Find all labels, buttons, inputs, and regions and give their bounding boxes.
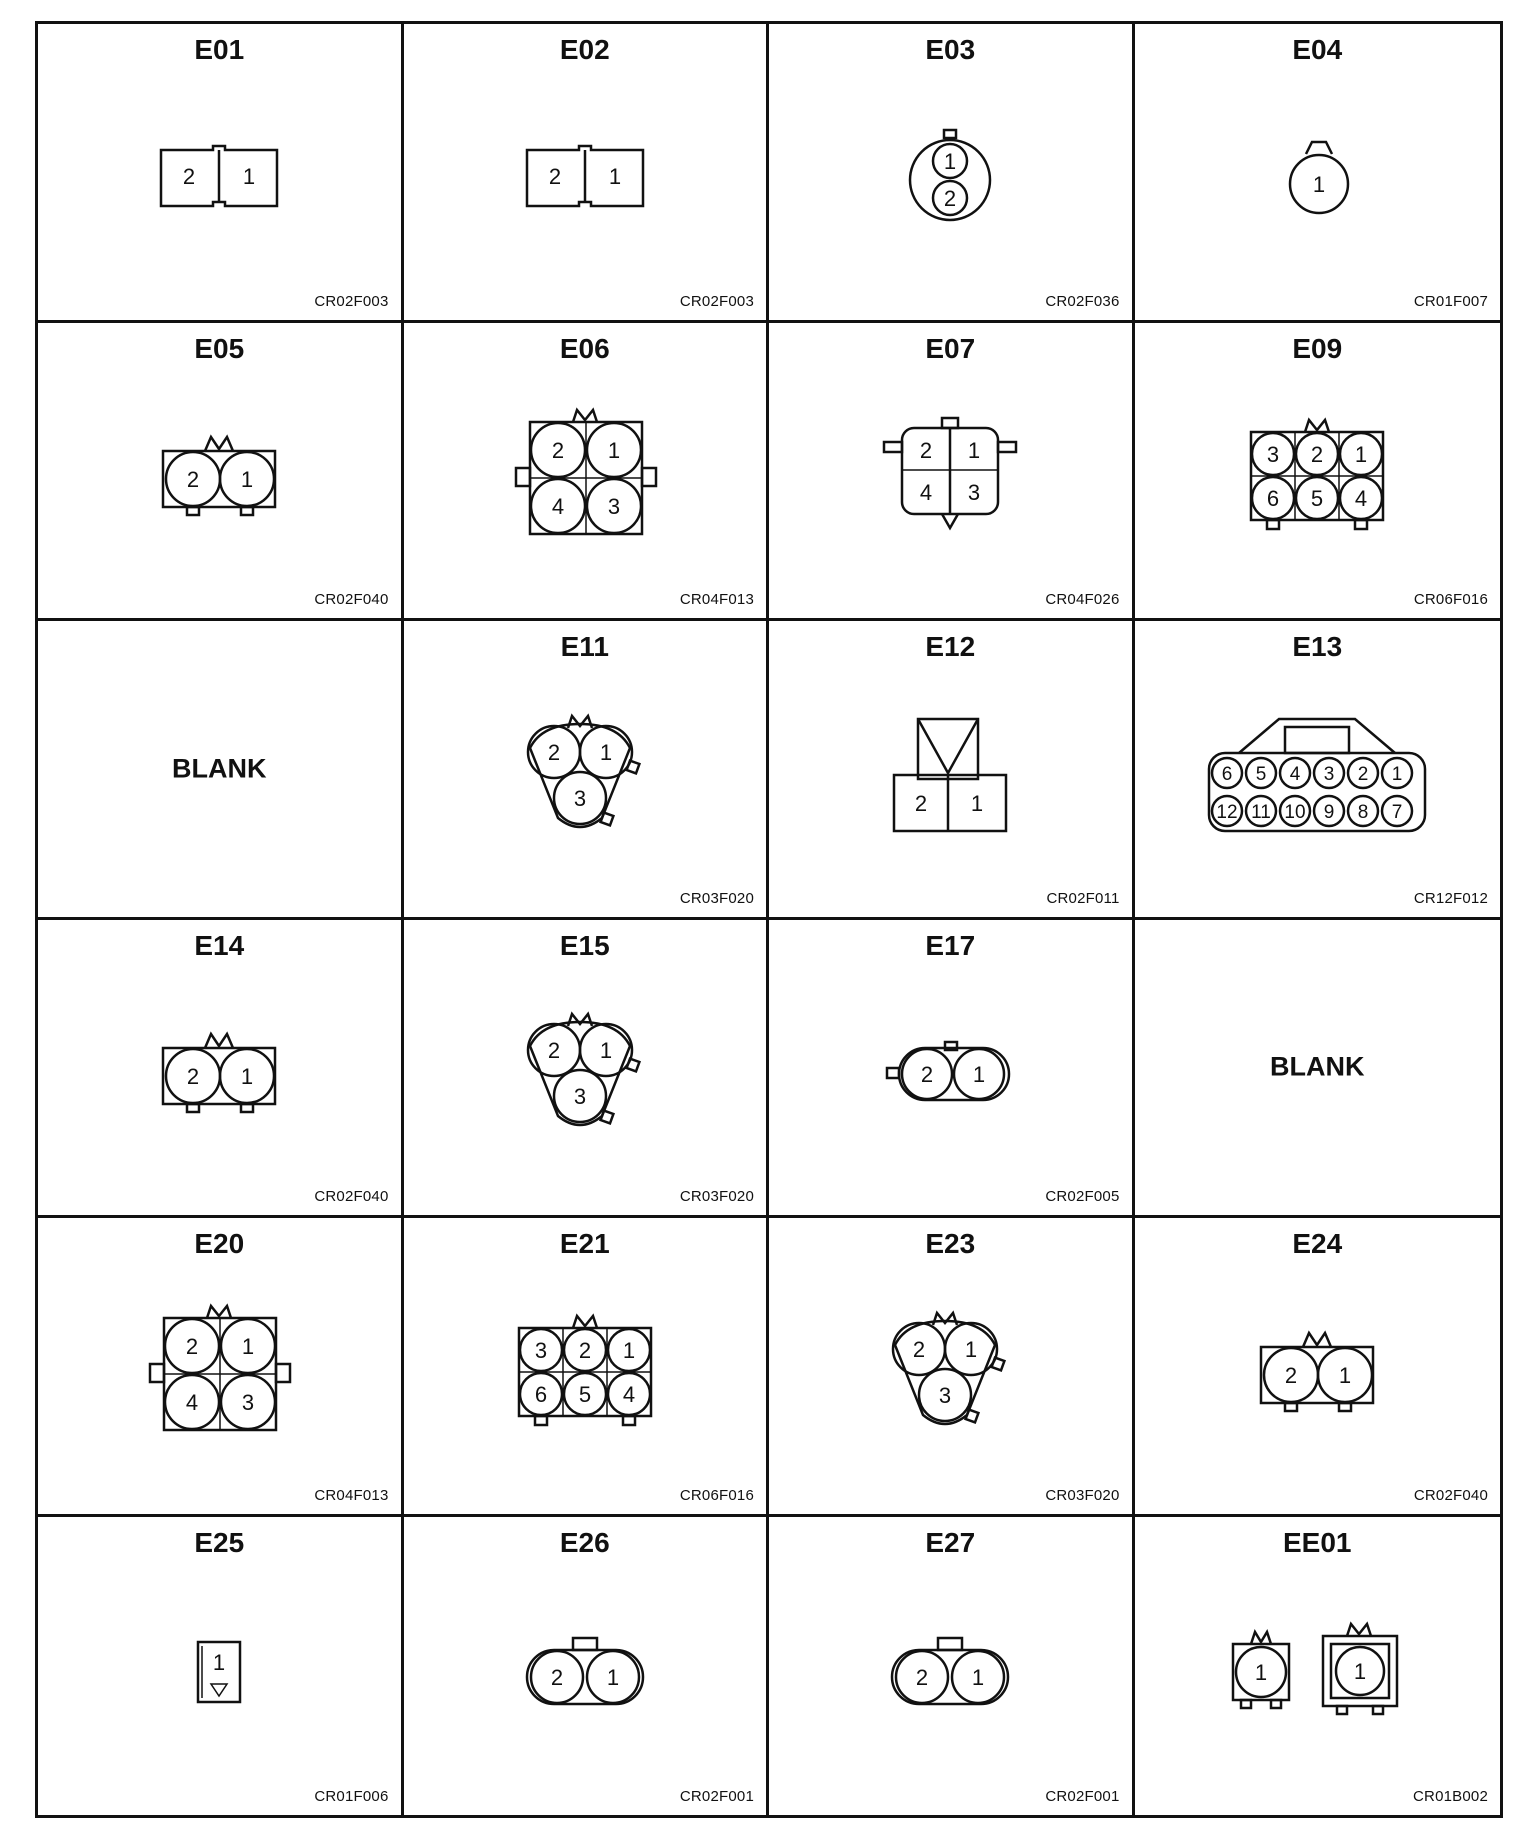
pin: 2 [916,1664,929,1690]
cell-e01 [38,24,404,323]
pin: 1 [1255,1659,1268,1685]
connector-e20-diagram [144,1302,294,1442]
connector-title: E13 [1292,631,1343,662]
cell-e25 [38,1517,404,1816]
pin: 2 [550,1664,563,1690]
cell-e12 [769,621,1135,920]
connector-e27-diagram [888,1636,1012,1708]
pin: 3 [573,1084,586,1110]
connector-e23-diagram [885,1307,1015,1437]
connector-e15-diagram [520,1008,650,1138]
connector-code: CR03F020 [679,1188,754,1205]
pin: 1 [622,1337,635,1363]
connector-e21-diagram [515,1312,655,1432]
cell-e11 [404,621,770,920]
pin: 3 [242,1389,255,1415]
pin: 5 [578,1381,591,1407]
cell-e09 [1135,323,1501,622]
connector-code: CR02F001 [1045,1788,1120,1805]
pin: 2 [547,739,560,765]
connector-code: CR04F026 [1045,591,1120,608]
pin: 1 [1355,442,1368,468]
pin: 2 [187,467,200,493]
pin: 3 [939,1382,952,1408]
connector-code: CR04F013 [314,1486,389,1504]
cell-e03 [769,24,1135,323]
connector-code: CR02F003 [679,292,754,310]
cell-e05 [38,323,404,622]
connector-e07-diagram [880,416,1020,536]
pin: 3 [1323,763,1335,785]
connector-code: CR06F016 [679,1486,754,1504]
pin: 2 [915,790,928,816]
pin: 4 [920,480,933,506]
pin: 1 [944,148,957,174]
pin: 2 [183,163,196,189]
connector-title: E05 [194,332,245,364]
connector-e25-diagram [194,1640,244,1704]
pin: 2 [944,185,957,211]
pin: 1 [971,790,984,816]
cell-e20 [38,1218,404,1517]
connector-code: CR03F020 [1045,1486,1120,1504]
pin: 3 [607,494,620,520]
pin: 4 [1289,763,1301,785]
connector-ee01-diagram [1227,1622,1407,1722]
connector-code: CR01F006 [314,1788,389,1805]
pin: 1 [607,438,620,464]
pin: 2 [547,1038,560,1064]
pin: 5 [1255,763,1267,785]
pin: 11 [1251,801,1272,823]
cell-blank-2 [1135,920,1501,1219]
connector-code: CR02F040 [314,1188,389,1205]
pin: 5 [1311,486,1324,512]
connector-e05-diagram [159,431,279,521]
connector-title: E25 [194,1526,245,1558]
cell-e04 [1135,24,1501,323]
connector-code: CR12F012 [1413,889,1488,907]
connector-e13-diagram [1205,715,1429,835]
connector-title: E11 [560,631,609,662]
connector-e26-diagram [523,1636,647,1708]
cell-e15 [404,920,770,1219]
connector-code: CR01F007 [1413,292,1488,310]
cell-e27 [769,1517,1135,1816]
pin: 2 [1357,763,1369,785]
connector-e14-diagram [159,1028,279,1118]
pin: 6 [1267,486,1280,512]
connector-code: CR02F011 [1046,889,1120,907]
pin: 3 [1267,442,1280,468]
connector-e11-diagram [520,710,650,840]
pin: 1 [608,163,621,189]
connector-title: E09 [1292,332,1343,364]
pin: 8 [1357,801,1369,823]
connector-title: E15 [559,929,610,961]
pin: 4 [622,1381,635,1407]
pin: 2 [921,1062,934,1088]
pin: 2 [548,163,561,189]
cell-e13 [1135,621,1501,920]
cell-e02 [404,24,770,323]
pin: 4 [551,494,564,520]
cell-e17 [769,920,1135,1219]
cell-e24 [1135,1218,1501,1517]
connector-code: CR06F016 [1413,591,1488,608]
pin: 2 [1285,1362,1298,1388]
pin: 1 [213,1649,226,1675]
pin: 7 [1391,801,1403,823]
connector-title: E03 [925,34,976,65]
connector-title: E02 [559,34,610,65]
connector-title: E21 [559,1228,610,1259]
pin: 3 [573,785,586,811]
connector-code: CR02F001 [679,1788,754,1805]
cell-blank-1 [38,621,404,920]
pin: 1 [241,1064,254,1090]
connector-e04-diagram [1282,138,1352,218]
pin: 1 [243,163,256,189]
pin: 1 [599,739,612,765]
cell-ee01 [1135,1517,1501,1816]
connector-code: CR01B002 [1413,1788,1488,1805]
connector-e06-diagram [510,406,660,546]
pin: 1 [599,1038,612,1064]
pin: 1 [965,1336,978,1362]
connector-title: E24 [1292,1228,1343,1259]
connector-code: CR02F003 [314,292,389,310]
pin: 6 [1221,763,1233,785]
connector-grid [35,21,1503,1818]
pin: 2 [913,1336,926,1362]
pin: 6 [534,1381,547,1407]
pin: 1 [1339,1362,1352,1388]
cell-e06 [404,323,770,622]
cell-e07 [769,323,1135,622]
connector-e01-diagram [159,146,279,210]
pin: 1 [1391,763,1403,785]
cell-e23 [769,1218,1135,1517]
pin: 2 [186,1333,199,1359]
connector-code: CR02F005 [1045,1188,1120,1205]
connector-title: E20 [194,1228,245,1259]
pin: 12 [1216,801,1238,823]
blank-label: BLANK [172,753,267,784]
pin: 1 [241,467,254,493]
pin: 2 [187,1064,200,1090]
pin: 10 [1284,801,1306,823]
connector-e24-diagram [1257,1327,1377,1417]
pin: 3 [534,1337,547,1363]
connector-title: E17 [925,929,976,961]
cell-e14 [38,920,404,1219]
pin: 1 [1313,171,1326,197]
connector-title: E01 [194,34,245,65]
pin: 2 [578,1337,591,1363]
pin: 4 [186,1389,199,1415]
pin: 2 [920,438,933,464]
connector-title: E26 [559,1526,610,1558]
connector-title: E23 [925,1228,976,1259]
connector-title: E14 [194,929,245,961]
pin: 1 [606,1664,619,1690]
connector-title: EE01 [1283,1526,1352,1558]
pin: 2 [1311,442,1324,468]
connector-e17-diagram [885,1038,1015,1108]
pin: 1 [968,438,981,464]
connector-e02-diagram [525,146,645,210]
pin: 1 [972,1664,985,1690]
connector-e12-diagram [890,715,1010,835]
pin: 4 [1355,486,1368,512]
connector-code: CR02F040 [314,591,389,608]
pin: 1 [1354,1658,1367,1684]
connector-code: CR02F040 [1413,1486,1488,1504]
connector-title: E04 [1292,34,1343,65]
connector-title: E27 [925,1526,976,1558]
connector-code: CR04F013 [679,591,754,608]
pin: 1 [242,1333,255,1359]
pin: 3 [968,480,981,506]
pin: 9 [1323,801,1335,823]
connector-title: E06 [559,332,610,364]
connector-e09-diagram [1247,416,1387,536]
pin: 2 [551,438,564,464]
cell-e21 [404,1218,770,1517]
connector-title: E12 [925,631,976,662]
connector-code: CR02F036 [1045,292,1120,310]
blank-label: BLANK [1270,1051,1365,1082]
connector-title: E07 [925,332,976,364]
connector-code: CR03F020 [679,889,754,907]
connector-e03-diagram [905,128,995,228]
cell-e26 [404,1517,770,1816]
pin: 1 [973,1062,986,1088]
